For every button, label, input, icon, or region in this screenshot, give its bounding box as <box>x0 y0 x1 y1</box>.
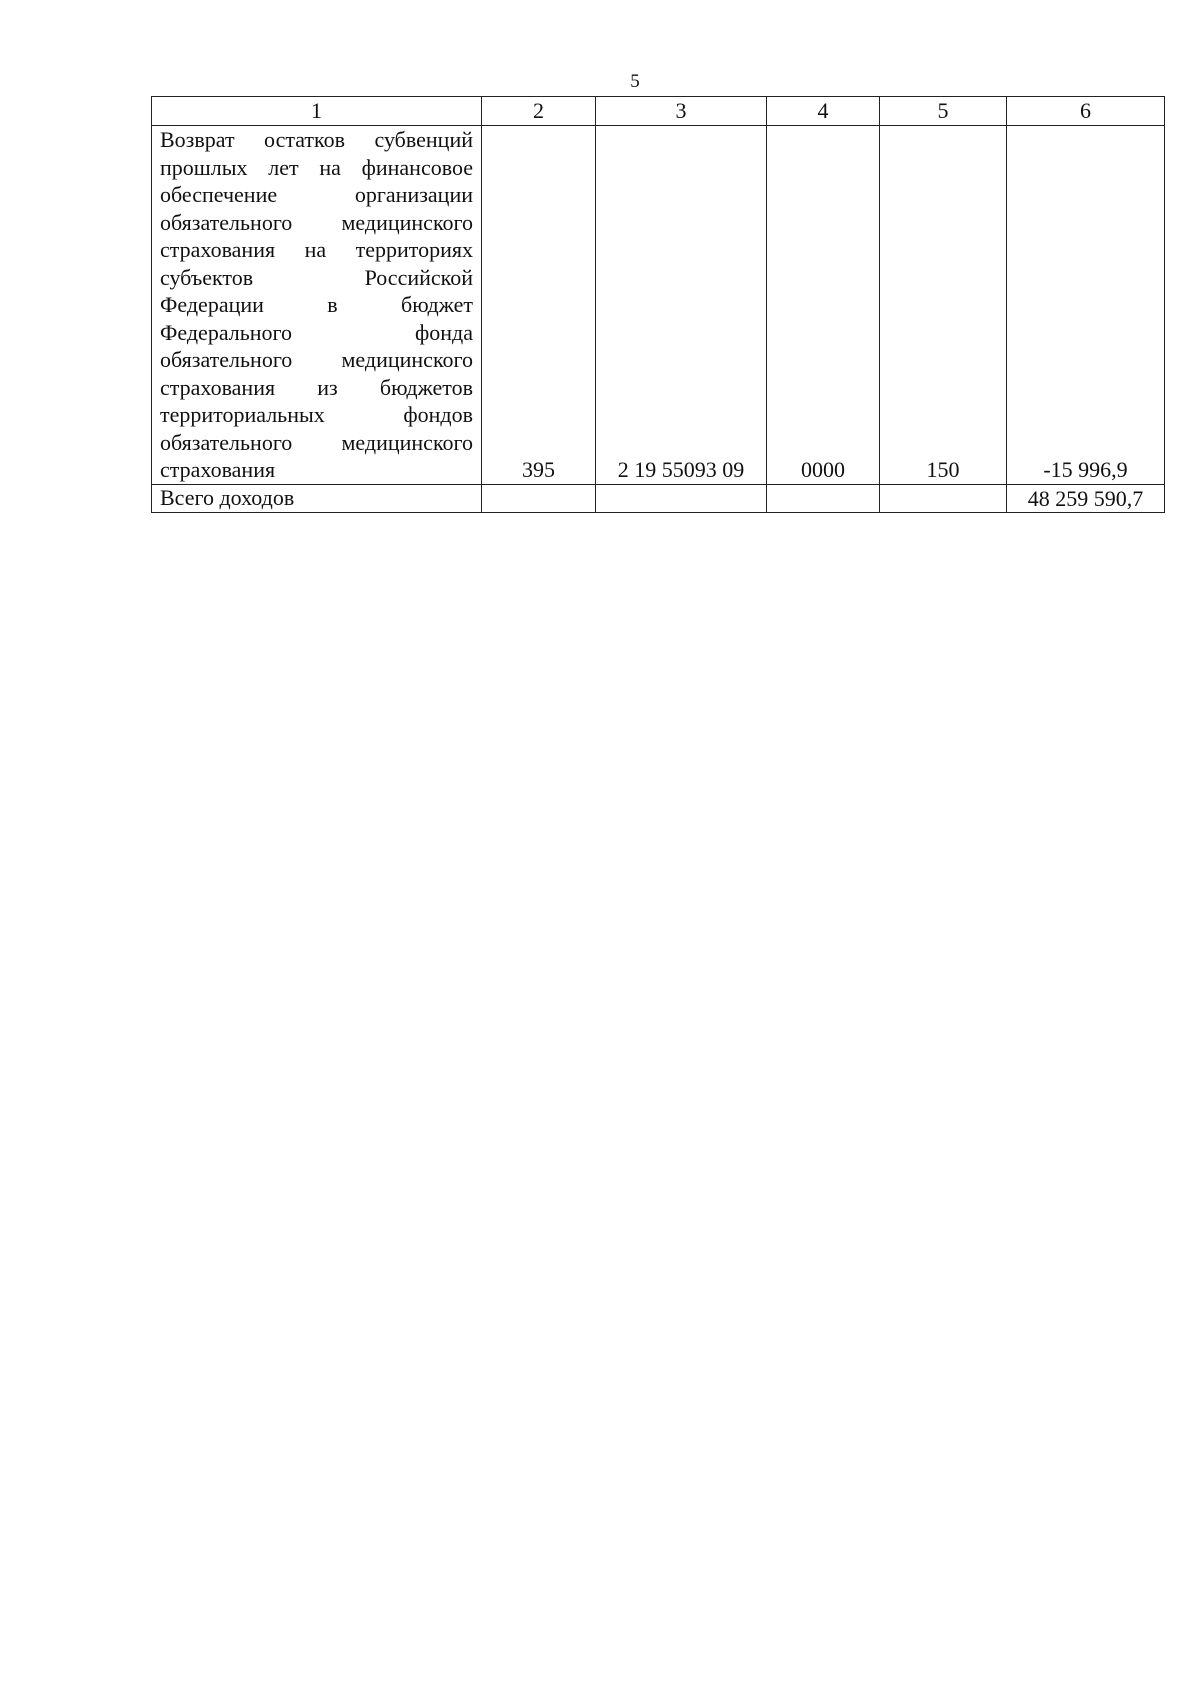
page-number: 5 <box>630 71 640 92</box>
row-col-5: 150 <box>880 126 1007 485</box>
table-row <box>152 126 1165 485</box>
total-row <box>152 484 1165 512</box>
row-col-2: 395 <box>482 126 596 485</box>
table-header-row <box>152 97 1165 126</box>
total-value: 48 259 590,7 <box>1007 484 1165 512</box>
column-header-4: 4 <box>767 97 880 126</box>
row-description: Возврат остатков субвенций прошлых лет на финансовое обеспечение организации обязательного медицинского страхования на территориях субъектов Российской Федерации в бюджет Федерального фонда обязательного медицинского страхования из бюджетов территориальных фондов обязательного медицинского страхования <box>152 126 482 485</box>
column-header-1: 1 <box>152 97 482 126</box>
column-header-2: 2 <box>482 97 596 126</box>
total-label: Всего доходов <box>152 484 482 512</box>
total-col-2 <box>482 484 596 512</box>
column-header-6: 6 <box>1007 97 1165 126</box>
total-col-3 <box>596 484 767 512</box>
column-header-3: 3 <box>596 97 767 126</box>
row-col-6: -15 996,9 <box>1007 126 1165 485</box>
income-table <box>151 96 1165 513</box>
row-col-3: 2 19 55093 09 <box>596 126 767 485</box>
total-col-4 <box>767 484 880 512</box>
row-col-4: 0000 <box>767 126 880 485</box>
total-col-5 <box>880 484 1007 512</box>
column-header-5: 5 <box>880 97 1007 126</box>
